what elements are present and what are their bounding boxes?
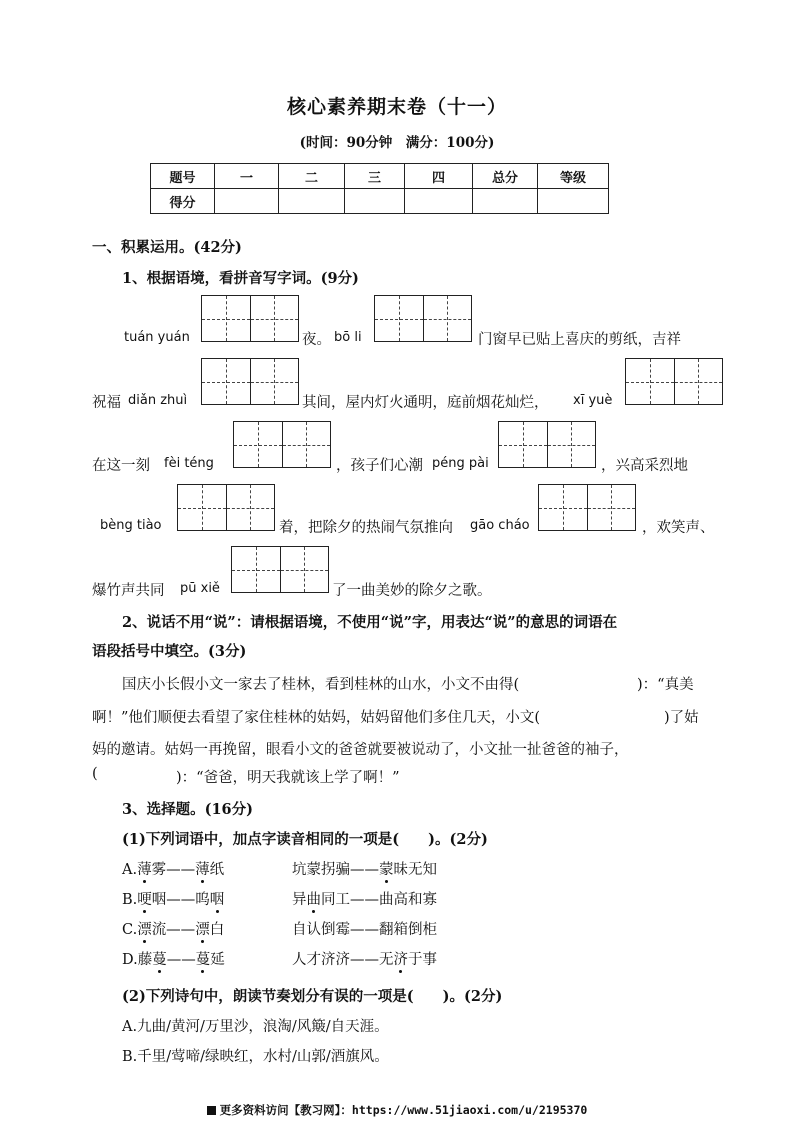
text: )了姑 [664, 710, 699, 726]
footer-link[interactable]: 更多资料访问【教习网】：https://www.51jiaoxi.com/u/2195370 [219, 1103, 588, 1117]
question-title: 2、说话不用“说”：请根据语境，不使用“说”字，用表达“说”的意思的词语在 [122, 614, 618, 631]
text: 咽——呜 [151, 892, 210, 908]
choice-b[interactable] [122, 888, 224, 909]
answer-grid[interactable] [374, 295, 472, 342]
score-cell[interactable] [538, 189, 609, 214]
answer-grid[interactable] [233, 421, 331, 468]
dotted-char: 蔓 [195, 952, 211, 968]
dotted-char: 漂 [195, 922, 210, 938]
text: 了一曲美妙的除夕之歌。 [332, 583, 492, 599]
text: 妈的邀请。姑妈一再挽留，眼看小文的爸爸就要被说动了，小文扯一扯爸爸的袖子， [92, 742, 629, 758]
text: 祝福 [92, 395, 121, 411]
question-title: 1、根据语境，看拼音写字词。(9分) [122, 270, 359, 287]
table-cell: 一 [215, 164, 279, 189]
score-table [150, 163, 609, 214]
text: 啊！”他们顺便去看望了家住桂林的姑妈，姑妈留他们多住几天，小文( [92, 710, 541, 726]
dotted-char: 薄 [137, 862, 152, 878]
table-cell: 得分 [151, 189, 215, 214]
choice-label: A. [122, 862, 138, 878]
pinyin: péng pài [432, 456, 489, 471]
table-cell: 等级 [538, 164, 609, 189]
dotted-char: 漂 [137, 922, 152, 938]
section-heading: 一、积累运用。(42分) [92, 239, 242, 256]
choice-b-second [292, 888, 437, 909]
pinyin: xī yuè [573, 393, 613, 408]
answer-grid[interactable] [498, 421, 596, 468]
choice-b[interactable]: B.千里/莺啼/绿映红，水村/山郭/酒旗风。 [122, 1049, 389, 1065]
text: 其间，屋内灯火通明，庭前烟花灿烂， [302, 395, 549, 411]
question-title: 语段括号中填空。(3分) [92, 643, 247, 660]
choice-d-second [292, 948, 437, 969]
pinyin: tuán yuán [124, 330, 190, 345]
text: ，兴高采烈地 [601, 458, 688, 474]
pinyin: pū xiě [180, 581, 220, 596]
text: 在这一刻 [92, 458, 150, 474]
table-cell: 题号 [151, 164, 215, 189]
dotted-char: 曲 [306, 892, 321, 908]
choice-a-second [292, 858, 437, 879]
pinyin: fèi téng [164, 456, 214, 471]
table-cell: 四 [405, 164, 473, 189]
footer [0, 1102, 794, 1118]
dotted-char: 薄 [195, 862, 210, 878]
table-cell: 总分 [473, 164, 538, 189]
dotted-char: 哽 [137, 892, 152, 908]
choice-label: D. [122, 952, 138, 968]
score-cell[interactable] [345, 189, 405, 214]
question-stem: (1)下列词语中，加点字读音相同的一项是( )。(2分) [122, 831, 488, 848]
text: 门窗早已贴上喜庆的剪纸，吉祥 [478, 332, 681, 348]
choice-label: C. [122, 922, 138, 938]
text: 白 [209, 922, 225, 938]
dotted-char: 咽 [209, 892, 225, 908]
pinyin: diǎn zhuì [128, 393, 188, 408]
text: 藤 [137, 952, 153, 968]
score-cell[interactable] [405, 189, 473, 214]
text: 着，把除夕的热闹气氛推向 [279, 520, 453, 536]
score-cell[interactable] [279, 189, 345, 214]
dotted-char: 蒙 [379, 862, 394, 878]
text: 流—— [151, 922, 196, 938]
text: 异 [292, 892, 307, 908]
text: 国庆小长假小文一家去了桂林，看到桂林的山水，小文不由得( [122, 677, 520, 693]
text: 人才济济——无 [292, 952, 394, 968]
exam-info: (时间：90分钟 满分：100分) [299, 135, 495, 151]
dotted-char: 蔓 [152, 952, 167, 968]
text: 坑蒙拐骗—— [292, 862, 379, 878]
choice-a[interactable] [122, 858, 224, 879]
score-cell[interactable] [215, 189, 279, 214]
page-title: 核心素养期末卷（十一） [286, 96, 507, 118]
pinyin: bèng tiào [100, 518, 162, 533]
choice-label: B. [122, 892, 138, 908]
table-row [151, 164, 609, 189]
choice-c[interactable] [122, 918, 224, 939]
choice-d[interactable] [122, 948, 225, 969]
text: )：“爸爸，明天我就该上学了啊！” [176, 770, 400, 786]
table-row [151, 189, 609, 214]
text: 爆竹声共同 [92, 583, 165, 599]
score-cell[interactable] [473, 189, 538, 214]
table-cell: 二 [279, 164, 345, 189]
text: 昧无知 [393, 862, 437, 878]
answer-grid[interactable] [625, 358, 723, 405]
answer-grid[interactable] [538, 484, 636, 531]
text: ( [92, 766, 98, 782]
pinyin: bō li [334, 330, 362, 345]
answer-grid[interactable] [201, 358, 299, 405]
question-title: 3、选择题。(16分) [122, 801, 253, 818]
text: 延 [210, 952, 225, 968]
text: ，孩子们心潮 [336, 458, 423, 474]
text: 于事 [408, 952, 437, 968]
pinyin: gāo cháo [470, 518, 530, 533]
text: 同工——曲高和寡 [321, 892, 437, 908]
dotted-char: 济 [393, 952, 408, 968]
text: ，欢笑声、 [642, 520, 715, 536]
flag-icon [207, 1106, 216, 1115]
text: —— [166, 952, 196, 968]
question-stem: (2)下列诗句中，朗读节奏划分有误的一项是( )。(2分) [122, 988, 503, 1005]
answer-grid[interactable] [201, 295, 299, 342]
text: )：“真美 [637, 677, 694, 693]
answer-grid[interactable] [231, 546, 329, 593]
text: 夜。 [302, 332, 331, 348]
text: 雾—— [151, 862, 196, 878]
text: 纸 [209, 862, 225, 878]
table-cell: 三 [345, 164, 405, 189]
text: 自认倒霉——翻箱倒柜 [292, 922, 437, 938]
answer-grid[interactable] [177, 484, 275, 531]
choice-c-second [292, 918, 437, 939]
choice-a[interactable]: A.九曲/黄河/万里沙，浪淘/风簸/自天涯。 [122, 1019, 389, 1035]
